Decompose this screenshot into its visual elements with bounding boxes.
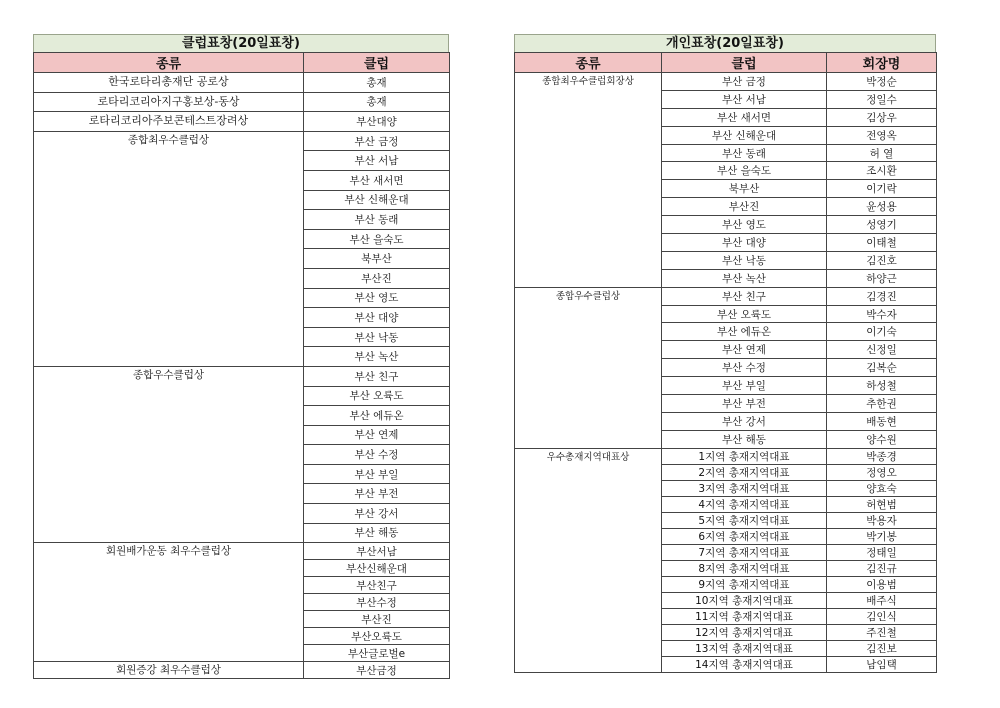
club-cell: 부산 강서 <box>662 412 827 430</box>
award-category-cell <box>515 576 662 592</box>
award-category-cell: 로타리코리아주보콘테스트장려상 <box>34 112 304 132</box>
award-category-cell <box>515 305 662 323</box>
president-cell: 하양근 <box>827 269 937 287</box>
table-row <box>515 560 937 576</box>
club-cell: 5지역 총재지역대표 <box>662 512 827 528</box>
table-row <box>34 112 450 132</box>
table-row <box>515 412 937 430</box>
table-row <box>515 464 937 480</box>
club-cell: 부산 친구 <box>304 366 450 386</box>
table-row <box>34 249 450 269</box>
club-cell: 부산 연제 <box>304 425 450 445</box>
club-cell: 부산 신해운대 <box>662 126 827 144</box>
table-row <box>34 308 450 328</box>
award-category-cell <box>515 359 662 377</box>
table-row <box>34 406 450 426</box>
club-cell: 4지역 총재지역대표 <box>662 496 827 512</box>
award-category-cell <box>34 484 304 504</box>
club-cell: 부산 수정 <box>304 445 450 465</box>
header-president: 회장명 <box>827 53 937 73</box>
award-category-cell <box>515 251 662 269</box>
award-category-cell <box>34 229 304 249</box>
award-category-cell <box>515 144 662 162</box>
president-cell: 배동현 <box>827 412 937 430</box>
award-category-cell: 회원배가운동 최우수클럽상 <box>34 543 304 560</box>
award-category-cell <box>34 464 304 484</box>
table-row <box>515 395 937 413</box>
club-cell: 부산 서남 <box>304 151 450 171</box>
award-category-cell <box>34 249 304 269</box>
club-cell: 부산진 <box>304 611 450 628</box>
table-row <box>515 341 937 359</box>
president-cell: 조시환 <box>827 162 937 180</box>
club-cell: 부산 영도 <box>304 288 450 308</box>
award-category-cell: 종합최우수클럽회장상 <box>515 73 662 91</box>
president-cell: 허현범 <box>827 496 937 512</box>
award-category-cell <box>515 234 662 252</box>
president-cell: 정일수 <box>827 90 937 108</box>
club-cell: 부산 금정 <box>304 131 450 151</box>
president-cell: 허 열 <box>827 144 937 162</box>
table-row <box>515 251 937 269</box>
president-cell: 윤성용 <box>827 198 937 216</box>
award-category-cell <box>34 386 304 406</box>
table-row <box>515 624 937 640</box>
president-cell: 이태철 <box>827 234 937 252</box>
award-category-cell <box>515 608 662 624</box>
president-cell: 김경진 <box>827 287 937 305</box>
award-category-cell <box>34 594 304 611</box>
award-category-cell: 한국로타리총재단 공로상 <box>34 73 304 93</box>
president-cell: 이기락 <box>827 180 937 198</box>
table-row <box>34 268 450 288</box>
award-category-cell: 종합우수클럽상 <box>515 287 662 305</box>
table-row <box>34 73 450 93</box>
club-cell: 총재 <box>304 73 450 93</box>
table-row <box>34 560 450 577</box>
table-row <box>34 190 450 210</box>
club-cell: 부산글로벌e <box>304 645 450 662</box>
table-row <box>34 577 450 594</box>
table-row <box>34 445 450 465</box>
club-award-sheet <box>33 34 449 679</box>
club-cell: 부산 부전 <box>662 395 827 413</box>
award-category-cell <box>515 528 662 544</box>
table-row <box>515 162 937 180</box>
club-cell: 부산대양 <box>304 112 450 132</box>
club-cell: 부산진 <box>662 198 827 216</box>
club-cell: 14지역 총재지역대표 <box>662 656 827 672</box>
table-row <box>515 592 937 608</box>
table-row <box>34 288 450 308</box>
table-row <box>515 496 937 512</box>
table-row <box>515 430 937 448</box>
table-row <box>515 108 937 126</box>
award-category-cell <box>515 544 662 560</box>
club-cell: 부산 해동 <box>662 430 827 448</box>
award-category-cell <box>34 445 304 465</box>
header-category: 종류 <box>34 53 304 73</box>
award-category-cell <box>515 395 662 413</box>
club-cell: 부산 을숙도 <box>304 229 450 249</box>
table-row <box>34 131 450 151</box>
president-cell: 양효숙 <box>827 480 937 496</box>
award-category-cell <box>515 377 662 395</box>
award-category-cell <box>34 523 304 543</box>
table-row <box>515 323 937 341</box>
club-cell: 부산 에듀온 <box>662 323 827 341</box>
club-cell: 북부산 <box>304 249 450 269</box>
club-cell: 6지역 총재지역대표 <box>662 528 827 544</box>
table-row <box>515 512 937 528</box>
award-category-cell <box>34 577 304 594</box>
club-cell: 부산 낙동 <box>304 327 450 347</box>
award-category-cell <box>515 412 662 430</box>
award-category-cell: 로타리코리아지구홍보상-동상 <box>34 92 304 112</box>
president-cell: 박정순 <box>827 73 937 91</box>
award-category-cell <box>515 496 662 512</box>
table-row <box>34 229 450 249</box>
table-row <box>515 480 937 496</box>
award-category-cell <box>34 190 304 210</box>
award-category-cell: 종합우수클럽상 <box>34 366 304 386</box>
table-row <box>34 92 450 112</box>
president-cell: 정영오 <box>827 464 937 480</box>
president-cell: 배주식 <box>827 592 937 608</box>
club-cell: 부산 부전 <box>304 484 450 504</box>
president-cell: 정태일 <box>827 544 937 560</box>
club-cell: 부산신해운대 <box>304 560 450 577</box>
club-cell: 11지역 총재지역대표 <box>662 608 827 624</box>
club-cell: 부산 을숙도 <box>662 162 827 180</box>
club-cell: 부산 강서 <box>304 504 450 524</box>
club-cell: 부산 대양 <box>304 308 450 328</box>
club-cell: 부산 새서면 <box>304 170 450 190</box>
award-category-cell <box>515 560 662 576</box>
award-category-cell <box>34 628 304 645</box>
award-category-cell <box>515 108 662 126</box>
award-category-cell <box>34 210 304 230</box>
president-cell: 박기봉 <box>827 528 937 544</box>
table-row <box>515 377 937 395</box>
award-category-cell <box>34 560 304 577</box>
president-cell: 양수원 <box>827 430 937 448</box>
table-row <box>34 347 450 367</box>
club-cell: 부산친구 <box>304 577 450 594</box>
table-row <box>34 327 450 347</box>
president-cell: 박용자 <box>827 512 937 528</box>
club-cell: 부산오륙도 <box>304 628 450 645</box>
table-row <box>515 269 937 287</box>
award-category-cell <box>34 645 304 662</box>
club-cell: 8지역 총재지역대표 <box>662 560 827 576</box>
table-row <box>34 504 450 524</box>
award-category-cell <box>515 656 662 672</box>
header-row <box>34 53 450 73</box>
club-cell: 부산 부일 <box>662 377 827 395</box>
table-row <box>515 234 937 252</box>
individual-award-title: 개인표창(20일표창) <box>514 34 936 52</box>
header-club: 클럽 <box>662 53 827 73</box>
header-club: 클럽 <box>304 53 450 73</box>
club-cell: 부산 동래 <box>304 210 450 230</box>
table-row <box>34 366 450 386</box>
club-cell: 10지역 총재지역대표 <box>662 592 827 608</box>
club-cell: 총재 <box>304 92 450 112</box>
club-cell: 부산 영도 <box>662 216 827 234</box>
table-row <box>34 628 450 645</box>
table-row <box>515 287 937 305</box>
club-cell: 2지역 총재지역대표 <box>662 464 827 480</box>
table-row <box>515 216 937 234</box>
award-category-cell <box>34 308 304 328</box>
table-row <box>515 90 937 108</box>
award-category-cell <box>34 288 304 308</box>
president-cell: 성영기 <box>827 216 937 234</box>
table-row <box>34 484 450 504</box>
individual-award-sheet <box>514 34 936 673</box>
club-cell: 3지역 총재지역대표 <box>662 480 827 496</box>
president-cell: 이용범 <box>827 576 937 592</box>
club-cell: 부산 새서면 <box>662 108 827 126</box>
club-cell: 12지역 총재지역대표 <box>662 624 827 640</box>
award-category-cell <box>34 327 304 347</box>
table-row <box>515 144 937 162</box>
table-row <box>34 210 450 230</box>
club-cell: 부산 낙동 <box>662 251 827 269</box>
award-category-cell <box>34 425 304 445</box>
president-cell: 김진보 <box>827 640 937 656</box>
table-row <box>34 662 450 679</box>
award-category-cell: 회원증강 최우수클럽상 <box>34 662 304 679</box>
table-row <box>34 645 450 662</box>
award-category-cell <box>515 162 662 180</box>
table-row <box>515 126 937 144</box>
award-category-cell <box>34 151 304 171</box>
table-row <box>515 73 937 91</box>
club-cell: 부산 신해운대 <box>304 190 450 210</box>
table-row <box>515 198 937 216</box>
header-row <box>515 53 937 73</box>
president-cell: 추한권 <box>827 395 937 413</box>
header-category: 종류 <box>515 53 662 73</box>
club-cell: 부산 녹산 <box>662 269 827 287</box>
award-category-cell <box>515 480 662 496</box>
award-category-cell <box>515 216 662 234</box>
club-cell: 부산 해동 <box>304 523 450 543</box>
president-cell: 박수자 <box>827 305 937 323</box>
club-cell: 부산 에듀온 <box>304 406 450 426</box>
award-category-cell: 종합최우수클럽상 <box>34 131 304 151</box>
award-category-cell: 우수총재지역대표상 <box>515 448 662 464</box>
club-cell: 부산수정 <box>304 594 450 611</box>
award-category-cell <box>34 406 304 426</box>
club-cell: 북부산 <box>662 180 827 198</box>
president-cell: 김진규 <box>827 560 937 576</box>
club-cell: 부산 연제 <box>662 341 827 359</box>
table-row <box>515 359 937 377</box>
president-cell: 이기숙 <box>827 323 937 341</box>
award-category-cell <box>515 624 662 640</box>
table-row <box>515 608 937 624</box>
president-cell: 하성철 <box>827 377 937 395</box>
table-row <box>515 180 937 198</box>
president-cell: 김진호 <box>827 251 937 269</box>
award-category-cell <box>34 611 304 628</box>
award-category-cell <box>34 268 304 288</box>
award-category-cell <box>515 430 662 448</box>
award-category-cell <box>34 504 304 524</box>
club-cell: 부산금정 <box>304 662 450 679</box>
table-row <box>34 611 450 628</box>
table-row <box>515 576 937 592</box>
club-cell: 부산 친구 <box>662 287 827 305</box>
club-cell: 부산진 <box>304 268 450 288</box>
club-cell: 부산 수정 <box>662 359 827 377</box>
award-category-cell <box>515 323 662 341</box>
award-category-cell <box>515 269 662 287</box>
president-cell: 김복순 <box>827 359 937 377</box>
award-category-cell <box>515 180 662 198</box>
club-award-table <box>33 52 450 679</box>
table-row <box>515 640 937 656</box>
president-cell: 전영옥 <box>827 126 937 144</box>
award-category-cell <box>515 341 662 359</box>
president-cell: 김상우 <box>827 108 937 126</box>
award-category-cell <box>515 512 662 528</box>
table-row <box>515 528 937 544</box>
award-category-cell <box>515 126 662 144</box>
table-row <box>515 448 937 464</box>
award-category-cell <box>34 347 304 367</box>
table-row <box>34 594 450 611</box>
club-cell: 13지역 총재지역대표 <box>662 640 827 656</box>
award-category-cell <box>515 592 662 608</box>
club-cell: 부산 녹산 <box>304 347 450 367</box>
table-row <box>515 305 937 323</box>
table-row <box>34 386 450 406</box>
club-award-title: 클럽표창(20일표창) <box>33 34 449 52</box>
individual-award-table <box>514 52 937 673</box>
club-cell: 부산 동래 <box>662 144 827 162</box>
award-category-cell <box>515 198 662 216</box>
club-cell: 부산서남 <box>304 543 450 560</box>
club-cell: 7지역 총재지역대표 <box>662 544 827 560</box>
award-category-cell <box>515 640 662 656</box>
club-cell: 부산 대양 <box>662 234 827 252</box>
table-row <box>515 656 937 672</box>
award-category-cell <box>34 170 304 190</box>
club-cell: 부산 오륙도 <box>662 305 827 323</box>
club-cell: 9지역 총재지역대표 <box>662 576 827 592</box>
table-row <box>34 425 450 445</box>
club-cell: 부산 금정 <box>662 73 827 91</box>
table-row <box>34 523 450 543</box>
president-cell: 남임택 <box>827 656 937 672</box>
award-category-cell <box>515 90 662 108</box>
club-cell: 부산 부일 <box>304 464 450 484</box>
club-cell: 부산 오륙도 <box>304 386 450 406</box>
president-cell: 박종경 <box>827 448 937 464</box>
table-row <box>34 464 450 484</box>
table-row <box>515 544 937 560</box>
table-row <box>34 543 450 560</box>
award-category-cell <box>515 464 662 480</box>
table-row <box>34 151 450 171</box>
club-cell: 1지역 총재지역대표 <box>662 448 827 464</box>
table-row <box>34 170 450 190</box>
president-cell: 김인식 <box>827 608 937 624</box>
president-cell: 주진철 <box>827 624 937 640</box>
club-cell: 부산 서남 <box>662 90 827 108</box>
president-cell: 신정일 <box>827 341 937 359</box>
